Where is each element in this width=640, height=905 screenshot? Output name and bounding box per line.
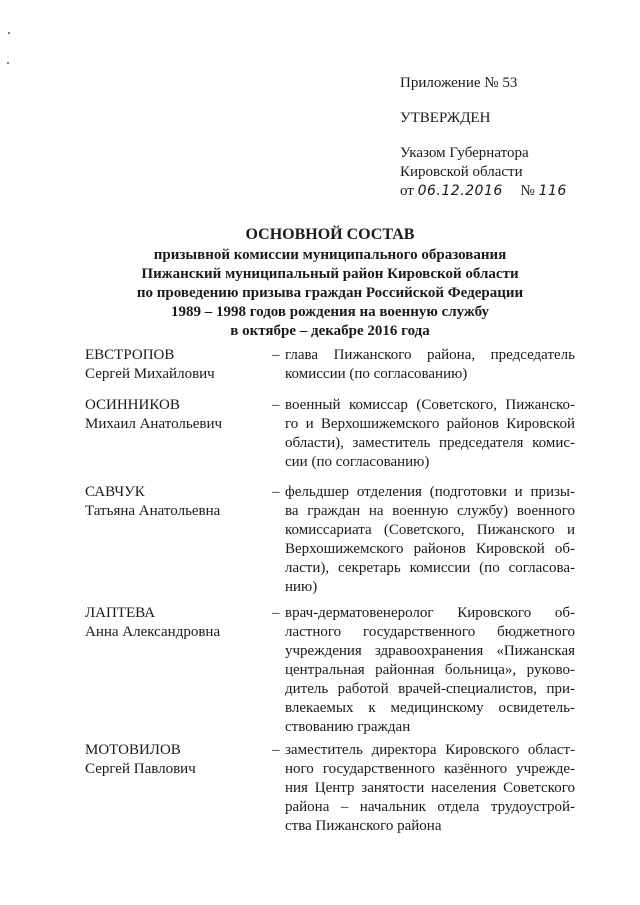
member-role xyxy=(285,346,575,384)
role-line: глава Пижанского района, председатель xyxy=(285,347,575,363)
member-dash: – xyxy=(272,742,280,758)
member-dash: – xyxy=(272,605,280,621)
member-role xyxy=(285,741,575,836)
approval-header xyxy=(400,74,620,201)
role-line: фельдшер отделения (подготовки и призы- xyxy=(285,484,575,500)
role-line: ствованию граждан xyxy=(285,719,411,735)
role-line: учреждения здравоохранения «Пижанская xyxy=(285,643,575,659)
handwritten-date: 06.12.2016 xyxy=(417,183,503,199)
number-prefix: № xyxy=(520,183,535,199)
title-line: в октябре – декабре 2016 года xyxy=(230,323,430,339)
role-line: заместитель директора Кировского област- xyxy=(285,742,575,758)
role-line: нию) xyxy=(285,579,318,595)
document-title xyxy=(80,225,580,341)
role-line: района – начальник отдела трудоустрой- xyxy=(285,799,575,815)
role-line: комиссариата (Советского, Пижанского и xyxy=(285,522,575,538)
role-line: комиссии (по согласованию) xyxy=(285,366,468,382)
role-line: дитель работой врачей-специалистов, при- xyxy=(285,681,575,697)
decree-line-1: Указом Губернатора xyxy=(400,145,529,161)
member-role xyxy=(285,396,575,472)
member-surname: ОСИННИКОВ xyxy=(85,397,180,413)
approved-label: УТВЕРЖДЕН xyxy=(400,110,491,126)
role-line: ства Пижанского района xyxy=(285,818,442,834)
scan-speck xyxy=(8,32,10,34)
title-main: ОСНОВНОЙ СОСТАВ xyxy=(245,226,415,243)
member-surname: САВЧУК xyxy=(85,484,145,500)
member-given-name: Сергей Павлович xyxy=(85,761,196,777)
role-line: влекаемых к медицинскому освидетель- xyxy=(285,700,575,716)
member-dash: – xyxy=(272,347,280,363)
role-line: ния Центр занятости населения Советского xyxy=(285,780,575,796)
role-line: ва граждан на военную службу) военного xyxy=(285,503,575,519)
date-prefix: от xyxy=(400,183,414,199)
role-line: военный комиссар (Советского, Пижанско- xyxy=(285,397,575,413)
member-role xyxy=(285,604,575,737)
role-line: ласти), секретарь комиссии (по согласова- xyxy=(285,560,575,576)
role-line: области), заместитель председателя комис- xyxy=(285,435,575,451)
member-given-name: Татьяна Анатольевна xyxy=(85,503,221,519)
member-surname: МОТОВИЛОВ xyxy=(85,742,181,758)
member-person xyxy=(85,604,260,642)
decree-date-line xyxy=(400,182,620,201)
title-line: призывной комиссии муниципального образования xyxy=(153,247,507,263)
role-line: го и Верхошижемского районов Кировской xyxy=(285,416,575,432)
role-line: Верхошижемского районов Кировской об- xyxy=(285,541,575,557)
role-line: центральная районная больница», руково- xyxy=(285,662,575,678)
appendix-number: Приложение № 53 xyxy=(400,75,518,91)
member-person xyxy=(85,346,260,384)
member-given-name: Сергей Михайлович xyxy=(85,366,215,382)
role-line: сии (по согласованию) xyxy=(285,454,430,470)
role-line: врач-дерматовенеролог Кировского об- xyxy=(285,605,575,621)
member-dash: – xyxy=(272,484,280,500)
role-line: ластного государственного бюджетного xyxy=(285,624,575,640)
title-line: Пижанский муниципальный район Кировской области xyxy=(141,266,519,282)
member-person xyxy=(85,741,260,779)
member-surname: ЛАПТЕВА xyxy=(85,605,156,621)
member-person xyxy=(85,483,260,521)
title-line: по проведению призыва граждан Российской Федерации xyxy=(136,285,524,301)
role-line: ного государственного казённого учрежде- xyxy=(285,761,575,777)
title-line: 1989 – 1998 годов рождения на военную службу xyxy=(170,304,490,320)
member-person xyxy=(85,396,260,434)
member-given-name: Анна Александровна xyxy=(85,624,221,640)
member-surname: ЕВСТРОПОВ xyxy=(85,347,175,363)
member-given-name: Михаил Анатольевич xyxy=(85,416,223,432)
scan-speck xyxy=(7,62,9,64)
member-dash: – xyxy=(272,397,280,413)
member-role xyxy=(285,483,575,597)
handwritten-number: 116 xyxy=(538,183,567,199)
decree-line-2: Кировской области xyxy=(400,164,523,180)
